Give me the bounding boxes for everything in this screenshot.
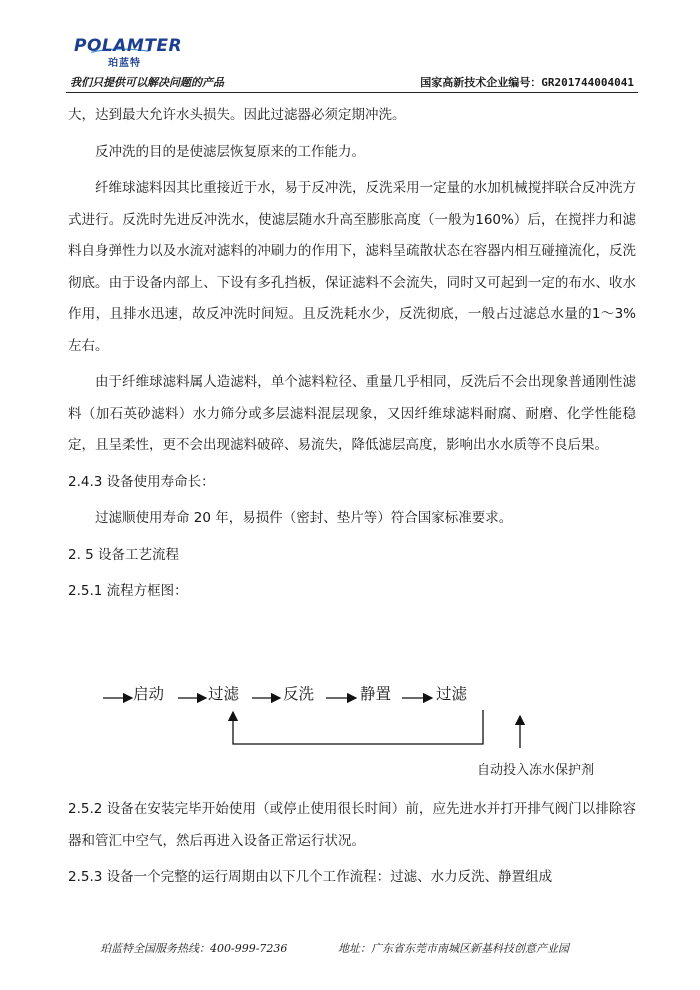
document-body (68, 100, 636, 608)
paragraph: 2.5.2 设备在安装完毕开始使用（或停止使用很长时间）前，应先进水并打开排气阀门以排除容器和管汇中空气，然后再进入设备正常运行状况。 (68, 801, 636, 849)
section-heading: 2.4.3 设备使用寿命长： (68, 473, 215, 490)
header-divider (66, 92, 638, 93)
flow-step-filter: 过滤 (208, 685, 240, 703)
flow-step-settle: 静置 (360, 685, 392, 703)
flow-step-backwash: 反洗 (283, 685, 315, 703)
flow-return-loop (233, 710, 483, 744)
footer-address: 地址：广东省东莞市南城区新基科技创意产业园 (338, 942, 569, 955)
footer-hotline: 珀蓝特全国服务热线：400-999-7236 (100, 942, 288, 955)
page-footer (100, 940, 620, 956)
flow-step-start: 启动 (133, 685, 165, 703)
section-heading: 2.5.1 流程方框图： (68, 583, 188, 599)
paragraph: 过滤顺使用寿命 20 年，易损件（密封、垫片等）符合国家标准要求。 (95, 510, 513, 526)
flow-step-filter-2: 过滤 (436, 685, 468, 703)
flow-note-antifreeze: 自动投入冻水保护剂 (477, 763, 595, 778)
paragraph: 由于纤维球滤料属人造滤料，单个滤料粒径、重量几乎相同，反洗后不会出现象普通刚性滤料（加石英砂滤料）水力筛分或多层滤料混层现象，又因纤维球滤料耐腐、耐磨、化学性能稳定，且呈柔性，更不会出现滤料破碎、易流失，降低滤层高度，影响出水水质等不良后果。 (68, 374, 636, 453)
document-body-continued (68, 794, 636, 894)
section-heading: 2. 5 设备工艺流程 (68, 546, 180, 563)
logo-chinese-name: 珀蓝特 (108, 58, 141, 69)
logo-wordmark: POLAMTER (74, 36, 183, 56)
header-cert-number: 国家高新技术企业编号：GR201744004041 (420, 76, 634, 89)
company-logo (70, 36, 183, 69)
paragraph: 反冲洗的目的是使滤层恢复原来的工作能力。 (95, 143, 365, 160)
header-slogan: 我们只提供可以解决问题的产品 (70, 76, 224, 89)
paragraph: 2.5.3 设备一个完整的运行周期由以下几个工作流程：过滤、水力反洗、静置组成 (68, 869, 553, 885)
process-flow-diagram (100, 676, 620, 796)
paragraph: 大，达到最大允许水头损失。因此过滤器必须定期冲洗。 (68, 107, 406, 123)
paragraph: 纤维球滤料因其比重接近于水，易于反冲洗，反洗采用一定量的水加机械搅拌联合反冲洗方式进行。反洗时先进反冲洗水，使滤层随水升高至膨胀高度（一般为160%）后，在搅拌力和滤料自身弹性力以及水流对滤料的冲刷力的作用下，滤料呈疏散状态在容器内相互碰撞流化，反洗彻底。由于设备内部上、下设有多孔挡板，保证滤料不会流失，同时又可起到一定的布水、收水作用，且排水迅速，故反冲洗时间短。且反洗耗水少，反洗彻底，一般占过滤总水量的1～3%左右。 (68, 180, 636, 354)
